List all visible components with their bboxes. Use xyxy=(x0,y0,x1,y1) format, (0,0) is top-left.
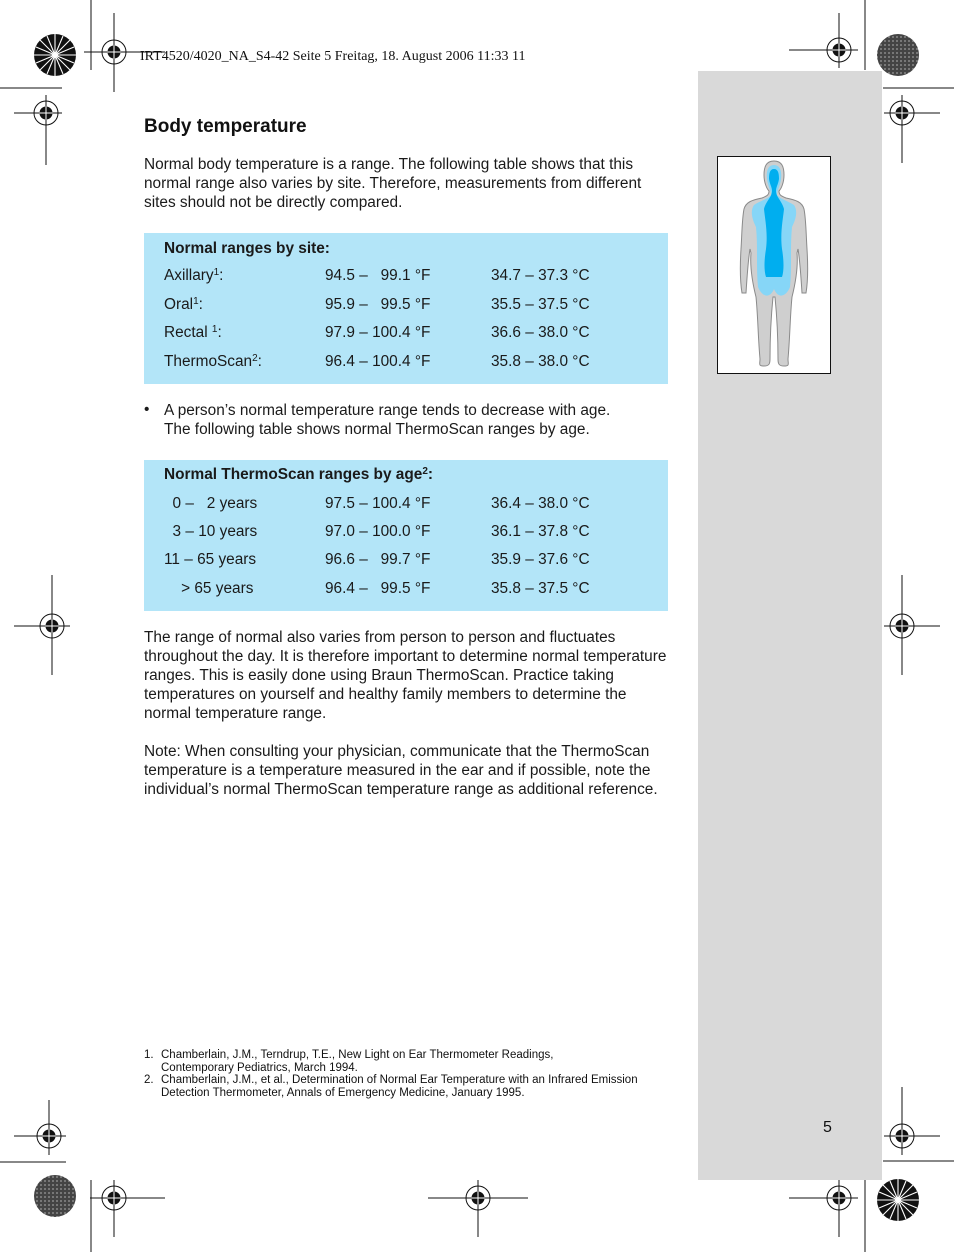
fahrenheit-range: 97.9 – 100.4 °F xyxy=(325,324,431,341)
bullet-icon: • xyxy=(144,401,150,418)
fahrenheit-range: 97.0 – 100.0 °F xyxy=(325,523,431,540)
age-ranges-table xyxy=(144,460,668,611)
print-header: IRT4520/4020_NA_S4-42 Seite 5 Freitag, 18. August 2006 11:33 11 xyxy=(140,49,526,64)
human-body-icon xyxy=(718,157,830,373)
footnote-2: 2. Chamberlain, J.M., et al., Determination of Normal Ear Temperature with an Infrared Emission Detection Thermometer, Annals of Emergency Medicine, January 1995. xyxy=(144,1074,638,1099)
site-label: ThermoScan xyxy=(164,353,253,370)
footnote-ref: 1 xyxy=(211,324,218,335)
site-label: Oral xyxy=(164,296,194,313)
fahrenheit-range: 96.4 – 100.4 °F xyxy=(325,353,431,370)
bullet-text-line2: The following table shows normal ThermoScan ranges by age. xyxy=(164,421,590,438)
range-paragraph: The range of normal also varies from person to person and fluctuates throughout the day. It is therefore important to determine normal temperature ranges. This is easily done using Braun ThermoScan. Practice taking temperatures on yourself and healthy family members to determine the normal temperature range. xyxy=(144,629,667,722)
footnote-ref: 1 xyxy=(213,267,220,278)
celsius-range: 35.5 – 37.5 °C xyxy=(491,296,590,313)
celsius-range: 35.8 – 37.5 °C xyxy=(491,580,590,597)
age-label: > 65 years xyxy=(164,580,254,597)
site-table-heading: Normal ranges by site: xyxy=(164,240,330,257)
celsius-range: 36.6 – 38.0 °C xyxy=(491,324,590,341)
footnote-ref: 2 xyxy=(252,353,258,364)
age-label: 3 – 10 years xyxy=(164,523,258,540)
bullet-text-line1: A person’s normal temperature range tends to decrease with age. xyxy=(164,402,611,419)
site-label: Axillary xyxy=(164,267,214,284)
age-table-heading: Normal ThermoScan ranges by age$^2$: xyxy=(164,466,434,483)
footnote-1: 1. Chamberlain, J.M., Terndrup, T.E., New Light on Ear Thermometer Readings, Contemporary Pediatrics, March 1994. xyxy=(144,1049,554,1074)
note-paragraph: Note: When consulting your physician, communicate that the ThermoScan temperature is a temperature measured in the ear and if possible, note the individual’s normal ThermoScan temperature range as additional reference. xyxy=(144,743,658,798)
page-title: Body temperature xyxy=(144,116,307,137)
fahrenheit-range: 96.4 – 99.5 °F xyxy=(325,580,431,597)
body-figure xyxy=(717,156,831,374)
age-label: 11 – 65 years xyxy=(164,551,257,568)
footnote-ref: 1 xyxy=(193,296,199,307)
fahrenheit-range: 94.5 – 99.1 °F xyxy=(325,267,431,284)
celsius-range: 36.1 – 37.8 °C xyxy=(491,523,590,540)
age-label: 0 – 2 years xyxy=(164,495,258,512)
site-label: Rectal xyxy=(164,324,212,341)
intro-paragraph: Normal body temperature is a range. The following table shows that this normal range also varies by site. Therefore, measurements from different sites should not be directly compared. xyxy=(144,156,642,211)
footnote-ref: 2 xyxy=(422,466,428,477)
celsius-range: 34.7 – 37.3 °C xyxy=(491,267,590,284)
celsius-range: 36.4 – 38.0 °C xyxy=(491,495,590,512)
celsius-range: 35.9 – 37.6 °C xyxy=(491,551,590,568)
fahrenheit-range: 97.5 – 100.4 °F xyxy=(325,495,431,512)
fahrenheit-range: 96.6 – 99.7 °F xyxy=(325,551,431,568)
site-ranges-table: Normal ranges by site: Axillary$^1$: 94.5 – 99.1 °F 34.7 – 37.3 °C Oral$^1$: 95.9 – 99.5 °F 35.5 – 37.5 °C Rectal $^1$: 97.9 – 100.4 °F 36.6 – 38.0 °C ThermoScan$^2$: 96.4 – 100.4 °F 35.8 – 38.0 °C xyxy=(144,233,668,384)
footnotes xyxy=(144,1049,684,1099)
celsius-range: 35.8 – 38.0 °C xyxy=(491,353,590,370)
page-number: 5 xyxy=(823,1119,832,1136)
fahrenheit-range: 95.9 – 99.5 °F xyxy=(325,296,431,313)
